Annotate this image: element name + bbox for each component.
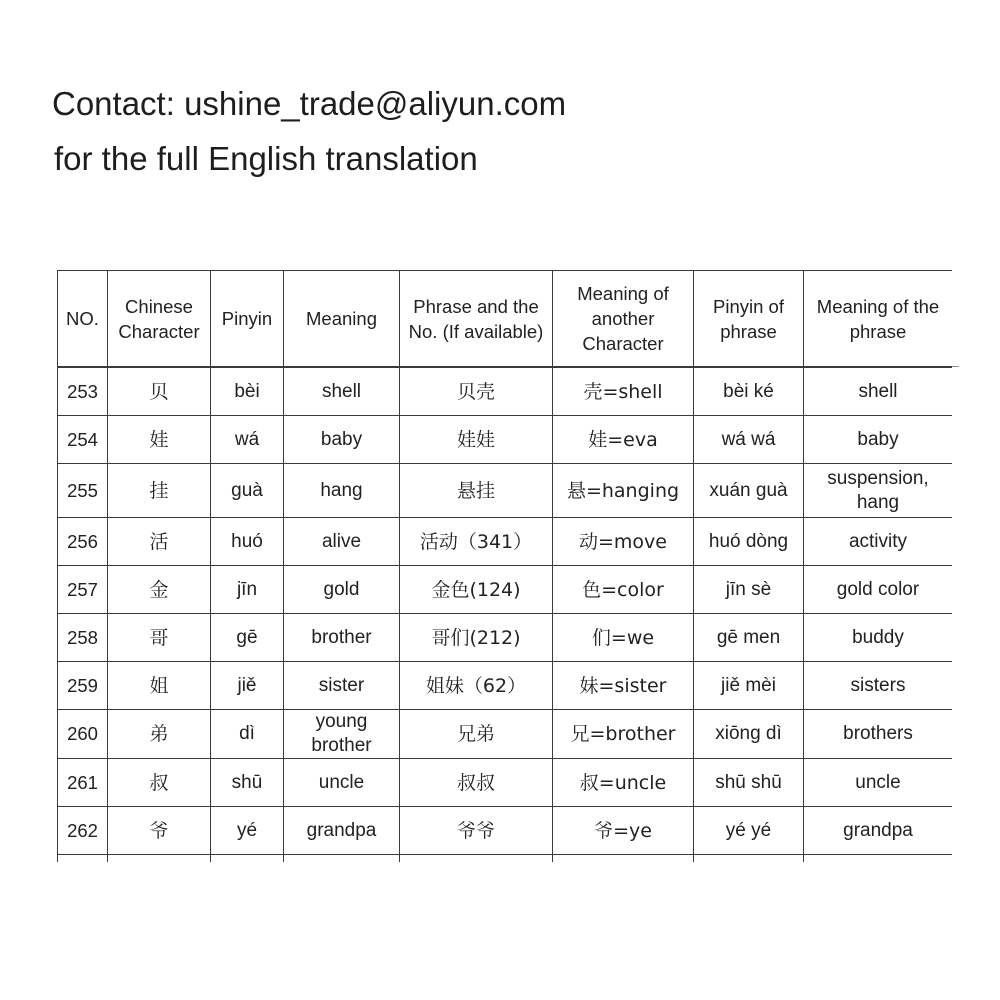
table-row [58,759,953,807]
cell-other-character: 爷=ye [553,807,694,855]
cell-empty [211,855,284,863]
vocabulary-table [57,270,952,862]
cell-other-character: 叔=uncle [553,759,694,807]
table-row [58,416,953,464]
table-row [58,518,953,566]
vocabulary-table-container [57,270,952,862]
cell-phrase-pinyin: bèi ké [694,367,804,416]
cell-no: 255 [58,464,108,518]
cell-empty [400,855,553,863]
cell-meaning: shell [284,367,400,416]
cell-other-character: 悬=hanging [553,464,694,518]
cell-phrase-pinyin: xuán guà [694,464,804,518]
column-header-no: NO. [58,271,108,368]
table-row [58,710,953,759]
cell-phrase-pinyin: wá wá [694,416,804,464]
table-header-row [58,271,953,368]
cell-meaning: baby [284,416,400,464]
cell-meaning: alive [284,518,400,566]
table-row [58,464,953,518]
column-header-pinyin: Pinyin [211,271,284,368]
cell-chinese-character: 活 [108,518,211,566]
cell-meaning: young brother [284,710,400,759]
column-header-phrase-meaning: Meaning of the phrase [804,271,953,368]
cell-other-character: 妹=sister [553,662,694,710]
cell-phrase: 叔叔 [400,759,553,807]
cell-phrase-meaning: activity [804,518,953,566]
cell-meaning: uncle [284,759,400,807]
cell-phrase-meaning: baby [804,416,953,464]
cell-chinese-character: 爷 [108,807,211,855]
cell-phrase-pinyin: shū shū [694,759,804,807]
cell-meaning: brother [284,614,400,662]
cell-other-character: 色=color [553,566,694,614]
cell-phrase-pinyin: xiōng dì [694,710,804,759]
cell-empty [553,855,694,863]
cell-phrase-meaning: sisters [804,662,953,710]
cell-no: 256 [58,518,108,566]
column-header-phrase-pinyin: Pinyin of phrase [694,271,804,368]
cell-phrase-meaning: brothers [804,710,953,759]
cell-chinese-character: 金 [108,566,211,614]
cell-empty [694,855,804,863]
cell-phrase: 娃娃 [400,416,553,464]
table-row [58,367,953,416]
cell-meaning: hang [284,464,400,518]
table-row [58,566,953,614]
cell-chinese-character: 挂 [108,464,211,518]
cell-pinyin: wá [211,416,284,464]
table-row [58,614,953,662]
cell-no: 260 [58,710,108,759]
cell-pinyin: yé [211,807,284,855]
cell-empty [58,855,108,863]
cell-phrase-pinyin: jīn sè [694,566,804,614]
cell-phrase-meaning: buddy [804,614,953,662]
cell-phrase: 爷爷 [400,807,553,855]
table-row [58,807,953,855]
cell-phrase-pinyin: yé yé [694,807,804,855]
cell-no: 257 [58,566,108,614]
cell-meaning: sister [284,662,400,710]
column-header-other-character: Meaning of another Character [553,271,694,368]
cell-phrase: 金色(124) [400,566,553,614]
cell-no: 261 [58,759,108,807]
cell-pinyin: gē [211,614,284,662]
cell-phrase-meaning: suspension, hang [804,464,953,518]
cell-phrase-pinyin: jiě mèi [694,662,804,710]
cell-pinyin: huó [211,518,284,566]
cell-phrase-meaning: grandpa [804,807,953,855]
column-header-meaning: Meaning [284,271,400,368]
cell-empty [804,855,953,863]
cell-phrase: 活动（341） [400,518,553,566]
cell-chinese-character: 姐 [108,662,211,710]
cell-pinyin: bèi [211,367,284,416]
cell-no: 254 [58,416,108,464]
cell-pinyin: jiě [211,662,284,710]
cell-no: 258 [58,614,108,662]
table-row [58,662,953,710]
cell-phrase-pinyin: gē men [694,614,804,662]
cell-phrase: 贝壳 [400,367,553,416]
cell-empty [284,855,400,863]
cell-phrase: 姐妹（62） [400,662,553,710]
cell-no: 262 [58,807,108,855]
cell-pinyin: jīn [211,566,284,614]
column-header-phrase: Phrase and the No. (If available) [400,271,553,368]
cell-chinese-character: 贝 [108,367,211,416]
cell-chinese-character: 叔 [108,759,211,807]
contact-line: Contact: ushine_trade@aliyun.com [52,85,567,122]
cell-other-character: 兄=brother [553,710,694,759]
table-row-partial [58,855,953,863]
cell-no: 259 [58,662,108,710]
cell-chinese-character: 弟 [108,710,211,759]
header-divider-overhang [952,366,959,367]
cell-pinyin: shū [211,759,284,807]
translation-note: for the full English translation [54,140,478,177]
cell-other-character: 壳=shell [553,367,694,416]
cell-chinese-character: 哥 [108,614,211,662]
column-header-chinese-character: Chinese Character [108,271,211,368]
cell-empty [108,855,211,863]
cell-phrase: 悬挂 [400,464,553,518]
cell-pinyin: guà [211,464,284,518]
table-body [58,367,953,862]
cell-no: 253 [58,367,108,416]
cell-pinyin: dì [211,710,284,759]
cell-other-character: 动=move [553,518,694,566]
cell-meaning: grandpa [284,807,400,855]
cell-chinese-character: 娃 [108,416,211,464]
cell-meaning: gold [284,566,400,614]
cell-phrase: 兄弟 [400,710,553,759]
cell-phrase-meaning: uncle [804,759,953,807]
cell-phrase-meaning: shell [804,367,953,416]
cell-other-character: 们=we [553,614,694,662]
cell-phrase-meaning: gold color [804,566,953,614]
cell-other-character: 娃=eva [553,416,694,464]
cell-phrase-pinyin: huó dòng [694,518,804,566]
cell-phrase: 哥们(212) [400,614,553,662]
